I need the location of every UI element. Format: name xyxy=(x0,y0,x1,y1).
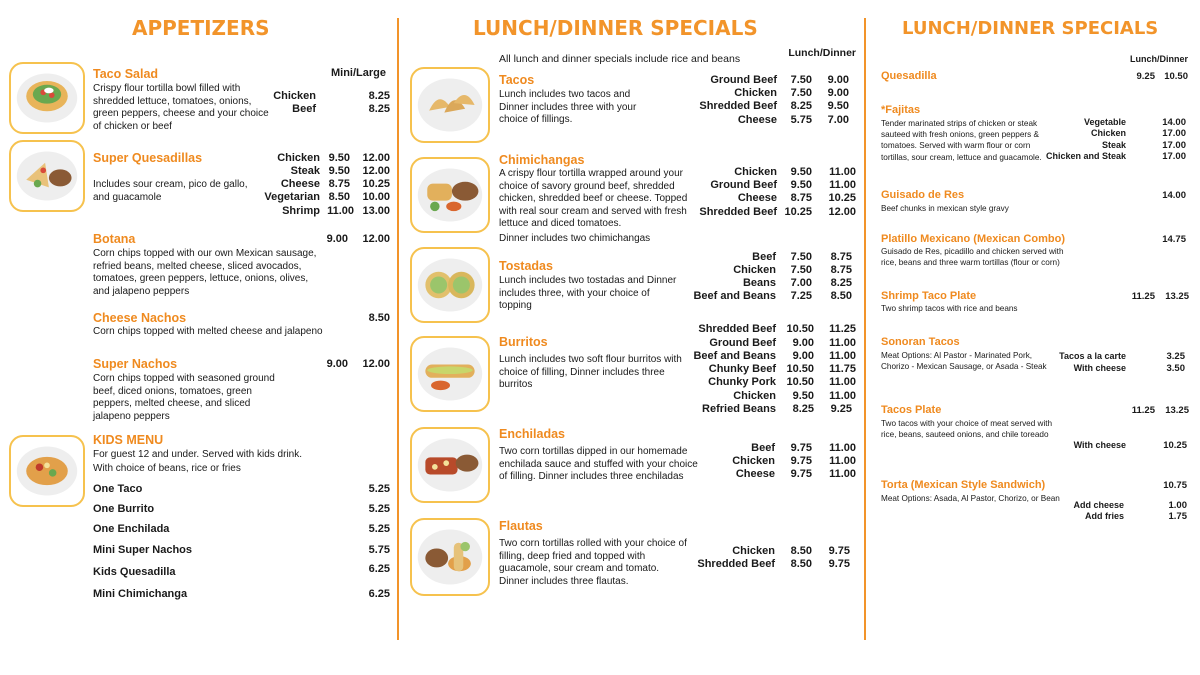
burritos-dinner: 11.00 xyxy=(829,376,856,388)
burritos-lunch: 10.50 xyxy=(786,376,814,388)
guisado-desc: Beef chunks in mexican style gravy xyxy=(881,204,1009,213)
column-divider xyxy=(397,18,399,640)
torta-name: Torta (Mexican Style Sandwich) xyxy=(881,479,1046,491)
chimichangas-dinner: 12.00 xyxy=(828,206,856,218)
burritos-lunch: 10.50 xyxy=(786,363,814,375)
tacos-dinner: 9.00 xyxy=(827,74,849,86)
tostadas-lunch: 7.00 xyxy=(790,277,812,289)
enchiladas-photo xyxy=(410,427,490,503)
size-header: Mini/Large xyxy=(330,67,386,79)
kids-item-price: 6.25 xyxy=(368,588,390,600)
tacos-dinner: 9.50 xyxy=(827,100,849,112)
torta-price: 10.75 xyxy=(1163,480,1187,491)
fajitas-label: Vegetable xyxy=(1083,117,1126,127)
fajitas-label: Chicken and Steak xyxy=(1045,151,1126,161)
tostadas-dinner: 8.75 xyxy=(830,264,852,276)
kids-item-name: Mini Chimichanga xyxy=(93,588,188,600)
cheese-nachos-name: Cheese Nachos xyxy=(93,311,187,325)
burritos-lunch: 8.25 xyxy=(792,403,814,415)
chimichangas-lunch: 8.75 xyxy=(790,192,812,204)
specials-right-title: LUNCH/DINNER SPECIALS xyxy=(902,18,1159,39)
enchiladas-dinner: 11.00 xyxy=(829,455,856,467)
tacos-desc: Lunch includes two tacos and Dinner includes three with your choice of fillings. xyxy=(499,89,637,126)
burritos-desc: Lunch includes two soft flour burritos with choice of filling, Dinner includes three burritos xyxy=(499,354,682,391)
burritos-label: Chicken xyxy=(733,390,776,402)
taco-salad-label-beef: Beef xyxy=(292,103,316,115)
enchiladas-dinner: 11.00 xyxy=(829,442,856,454)
burritos-lunch: 9.00 xyxy=(792,350,814,362)
tostadas-label: Beef xyxy=(752,251,776,263)
tostadas-label: Beef and Beans xyxy=(693,290,776,302)
burritos-dinner: 11.00 xyxy=(829,337,856,349)
super-nachos-name: Super Nachos xyxy=(93,357,178,371)
fajitas-label: Steak xyxy=(1101,140,1126,150)
guisado-name: Guisado de Res xyxy=(881,189,965,201)
tostadas-dinner: 8.75 xyxy=(830,251,852,263)
quesadilla-name: Quesadilla xyxy=(881,70,937,82)
quesadilla-lunch: 9.25 xyxy=(1136,71,1155,82)
tacos-lunch: 8.25 xyxy=(790,100,812,112)
shrimp-lunch: 11.25 xyxy=(1131,291,1155,302)
tostadas-lunch: 7.50 xyxy=(790,264,812,276)
sq-mini-shrimp: 11.00 xyxy=(327,205,354,217)
burritos-name: Burritos xyxy=(499,335,548,349)
guisado-price: 14.00 xyxy=(1162,190,1186,201)
shrimp-name: Shrimp Taco Plate xyxy=(881,290,977,302)
specials-right-col-header: Lunch/Dinner xyxy=(1130,54,1188,64)
tostadas-label: Beans xyxy=(742,277,776,289)
kids-item-price: 5.25 xyxy=(368,523,390,535)
kids-item-name: Mini Super Nachos xyxy=(93,544,193,556)
chimichangas-desc2: Dinner includes two chimichangas xyxy=(499,233,651,244)
shrimp-desc: Two shrimp tacos with rice and beans xyxy=(881,304,1018,313)
torta-addon-price: 1.75 xyxy=(1168,511,1187,522)
sq-label-chicken: Chicken xyxy=(277,152,320,164)
tacos-label: Shredded Beef xyxy=(699,100,777,112)
tacos-dinner: 7.00 xyxy=(827,114,849,126)
flautas-dinner: 9.75 xyxy=(828,545,850,557)
tacos-photo xyxy=(410,67,490,143)
specials-middle-title: LUNCH/DINNER SPECIALS xyxy=(473,16,758,40)
burritos-label: Ground Beef xyxy=(709,337,776,349)
sonoran-name: Sonoran Tacos xyxy=(881,336,960,348)
flautas-label: Chicken xyxy=(732,545,775,557)
tacos-dinner: 9.00 xyxy=(827,87,849,99)
super-nachos-large: 12.00 xyxy=(362,358,390,370)
sq-label-cheese: Cheese xyxy=(280,178,320,190)
tostadas-desc: Lunch includes two tostadas and Dinner includes three, with your choice of topping xyxy=(499,275,677,312)
fajitas-name: *Fajitas xyxy=(881,104,921,116)
tacos-label: Cheese xyxy=(737,114,777,126)
torta-label: Add cheese xyxy=(1073,500,1124,510)
sonoran-price: 3.50 xyxy=(1166,363,1185,374)
enchiladas-lunch: 9.75 xyxy=(790,455,812,467)
burritos-dinner: 11.00 xyxy=(829,350,856,362)
flautas-lunch: 8.50 xyxy=(790,545,812,557)
sq-large-shrimp: 13.00 xyxy=(362,205,390,217)
kids-item-name: One Taco xyxy=(93,483,143,495)
sq-large-cheese: 10.25 xyxy=(362,178,390,190)
super-quesadillas-desc: Includes sour cream, pico de gallo, and guacamole xyxy=(93,179,248,203)
shrimp-dinner: 13.25 xyxy=(1165,291,1189,302)
burritos-dinner: 9.25 xyxy=(830,403,852,415)
sq-large-chicken: 12.00 xyxy=(362,152,390,164)
kids-item-price: 5.25 xyxy=(368,503,390,515)
burritos-lunch: 9.00 xyxy=(792,337,814,349)
tostadas-photo xyxy=(410,247,490,323)
fajitas-price: 14.00 xyxy=(1162,117,1186,128)
super-quesadillas-photo xyxy=(9,140,85,212)
tostadas-dinner: 8.25 xyxy=(830,277,852,289)
enchiladas-label: Chicken xyxy=(732,455,775,467)
flautas-dinner: 9.75 xyxy=(828,558,850,570)
tacos-plate-name: Tacos Plate xyxy=(881,404,942,416)
fajitas-price: 17.00 xyxy=(1162,140,1186,151)
kids-menu-photo xyxy=(9,435,85,507)
tacos-name: Tacos xyxy=(499,73,535,87)
burritos-label: Refried Beans xyxy=(702,403,776,415)
chimichangas-lunch: 9.50 xyxy=(790,179,812,191)
sq-label-shrimp: Shrimp xyxy=(282,205,320,217)
sq-large-vegetarian: 10.00 xyxy=(362,191,390,203)
flautas-name: Flautas xyxy=(499,519,543,533)
torta-label: Add fries xyxy=(1084,511,1124,521)
tostadas-name: Tostadas xyxy=(499,259,553,273)
sq-mini-vegetarian: 8.50 xyxy=(328,191,350,203)
tacos-plate-desc: Two tacos with your choice of meat served with rice, beans, sauteed onions, and chile toreado xyxy=(881,419,1053,440)
tacos-label: Chicken xyxy=(734,87,777,99)
sonoran-label: With cheese xyxy=(1073,363,1126,373)
chimichangas-desc: A crispy flour tortilla wrapped around your choice of savory ground beef, shredded chicken, shredded beef or cheese. Topped with real sour cream and served with fresh lettuce and diced tomatoes. xyxy=(499,168,688,230)
chimichangas-photo xyxy=(410,157,490,233)
fajitas-price: 17.00 xyxy=(1162,128,1186,139)
burritos-label: Chunky Pork xyxy=(708,376,776,388)
torta-addon-price: 1.00 xyxy=(1168,500,1187,511)
taco-salad-photo xyxy=(9,62,85,134)
taco-salad-label-chicken: Chicken xyxy=(273,90,316,102)
taco-salad-price-beef: 8.25 xyxy=(368,103,390,115)
enchiladas-dinner: 11.00 xyxy=(829,468,856,480)
enchiladas-lunch: 9.75 xyxy=(790,468,812,480)
fajitas-price: 17.00 xyxy=(1162,151,1186,162)
super-quesadillas-name: Super Quesadillas xyxy=(93,151,203,165)
tostadas-label: Chicken xyxy=(733,264,776,276)
flautas-photo xyxy=(410,518,490,596)
tacos-lunch: 7.50 xyxy=(790,87,812,99)
taco-salad-price-chicken: 8.25 xyxy=(368,90,390,102)
sq-label-steak: Steak xyxy=(290,165,320,177)
burritos-label: Beef and Beans xyxy=(693,350,776,362)
flautas-desc: Two corn tortillas rolled with your choice of filling, deep fried and topped with guacamole, sour cream and tomato. Dinner includes three flautas. xyxy=(499,538,687,587)
chimichangas-label: Ground Beef xyxy=(710,179,777,191)
tostadas-lunch: 7.25 xyxy=(790,290,812,302)
botana-mini: 9.00 xyxy=(326,233,348,245)
enchiladas-desc: Two corn tortillas dipped in our homemade enchilada sauce and stuffed with your choice of filling. Dinner includes three enchiladas xyxy=(499,446,698,483)
sq-label-vegetarian: Vegetarian xyxy=(264,191,320,203)
appetizers-title: APPETIZERS xyxy=(132,16,270,40)
sq-mini-steak: 9.50 xyxy=(328,165,350,177)
enchiladas-lunch: 9.75 xyxy=(790,442,812,454)
enchiladas-label: Cheese xyxy=(735,468,775,480)
sq-mini-cheese: 8.75 xyxy=(328,178,350,190)
cheese-nachos-price: 8.50 xyxy=(368,312,390,324)
kids-item-price: 5.75 xyxy=(368,544,390,556)
taco-salad-name: Taco Salad xyxy=(93,67,159,81)
chimichangas-name: Chimichangas xyxy=(499,153,585,167)
kids-item-price: 6.25 xyxy=(368,563,390,575)
botana-name: Botana xyxy=(93,232,136,246)
tacos-plate-dinner: 13.25 xyxy=(1165,405,1189,416)
specials-note: All lunch and dinner specials include rice and beans xyxy=(499,53,741,65)
burritos-dinner: 11.00 xyxy=(829,390,856,402)
tostadas-dinner: 8.50 xyxy=(830,290,852,302)
tacos-plate-cheese-label: With cheese xyxy=(1073,440,1126,450)
quesadilla-dinner: 10.50 xyxy=(1164,71,1188,82)
fajitas-label: Chicken xyxy=(1090,128,1126,138)
platillo-price: 14.75 xyxy=(1162,234,1186,245)
chimichangas-dinner: 11.00 xyxy=(829,166,856,178)
column-divider xyxy=(864,18,866,640)
sonoran-label: Tacos a la carte xyxy=(1059,351,1126,361)
chimichangas-label: Chicken xyxy=(734,166,777,178)
platillo-desc: Guisado de Res, picadillo and chicken served with rice, beans and three warm tortillas (flour or corn) xyxy=(881,247,1064,268)
burritos-dinner: 11.25 xyxy=(829,323,856,335)
specials-middle-col-header: Lunch/Dinner xyxy=(788,47,856,59)
burritos-lunch: 9.50 xyxy=(792,390,814,402)
kids-menu-desc2: With choice of beans, rice or fries xyxy=(93,463,241,474)
burritos-dinner: 11.75 xyxy=(829,363,856,375)
taco-salad-desc: Crispy flour tortilla bowl filled with shredded lettuce, tomatoes, onions, green peppers, cheese and your choice of chicken or beef xyxy=(93,83,269,132)
tacos-lunch: 5.75 xyxy=(790,114,812,126)
tacos-plate-lunch: 11.25 xyxy=(1131,405,1155,416)
burritos-label: Shredded Beef xyxy=(698,323,776,335)
flautas-lunch: 8.50 xyxy=(790,558,812,570)
sonoran-desc: Meat Options: Al Pastor - Marinated Pork, Chorizo - Mexican Sausage, or Asada - Steak xyxy=(881,351,1047,372)
kids-menu-title: KIDS MENU xyxy=(93,433,164,447)
chimichangas-lunch: 9.50 xyxy=(790,166,812,178)
chimichangas-label: Shredded Beef xyxy=(699,206,777,218)
kids-item-price: 5.25 xyxy=(368,483,390,495)
tacos-plate-cheese-price: 10.25 xyxy=(1163,440,1187,451)
super-nachos-mini: 9.00 xyxy=(326,358,348,370)
flautas-label: Shredded Beef xyxy=(697,558,775,570)
super-nachos-desc: Corn chips topped with seasoned ground beef, diced onions, tomatoes, green peppers, melted cheese, and sliced jalapeno peppers xyxy=(93,373,275,422)
sq-large-steak: 12.00 xyxy=(362,165,390,177)
kids-item-name: One Burrito xyxy=(93,503,155,515)
enchiladas-name: Enchiladas xyxy=(499,427,565,441)
enchiladas-label: Beef xyxy=(751,442,775,454)
tacos-label: Ground Beef xyxy=(710,74,777,86)
kids-menu-desc1: For guest 12 and under. Served with kids drink. xyxy=(93,449,303,460)
burritos-lunch: 10.50 xyxy=(786,323,814,335)
chimichangas-dinner: 11.00 xyxy=(829,179,856,191)
burritos-label: Chunky Beef xyxy=(708,363,776,375)
burritos-photo xyxy=(410,336,490,412)
platillo-name: Platillo Mexicano (Mexican Combo) xyxy=(881,233,1065,245)
kids-item-name: Kids Quesadilla xyxy=(93,566,176,578)
botana-large: 12.00 xyxy=(362,233,390,245)
tostadas-lunch: 7.50 xyxy=(790,251,812,263)
chimichangas-label: Cheese xyxy=(737,192,777,204)
torta-desc: Meat Options: Asada, Al Pastor, Chorizo, or Bean xyxy=(881,494,1060,503)
sonoran-price: 3.25 xyxy=(1166,351,1185,362)
sq-mini-chicken: 9.50 xyxy=(328,152,350,164)
fajitas-desc: Tender marinated strips of chicken or steak sauteed with fresh onions, green peppers & tomatoes. Served with warm flour or corn tortillas, sour cream, lettuce and guacamole. xyxy=(881,119,1042,162)
kids-item-name: One Enchilada xyxy=(93,523,170,535)
chimichangas-lunch: 10.25 xyxy=(784,206,812,218)
cheese-nachos-desc: Corn chips topped with melted cheese and jalapeno xyxy=(93,326,323,337)
tacos-lunch: 7.50 xyxy=(790,74,812,86)
chimichangas-dinner: 10.25 xyxy=(828,192,856,204)
botana-desc: Corn chips topped with our own Mexican sausage, refried beans, melted cheese, sliced avocados, tomatoes, green peppers, lettuce, onions, olives, and jalapeno peppers xyxy=(93,248,317,297)
